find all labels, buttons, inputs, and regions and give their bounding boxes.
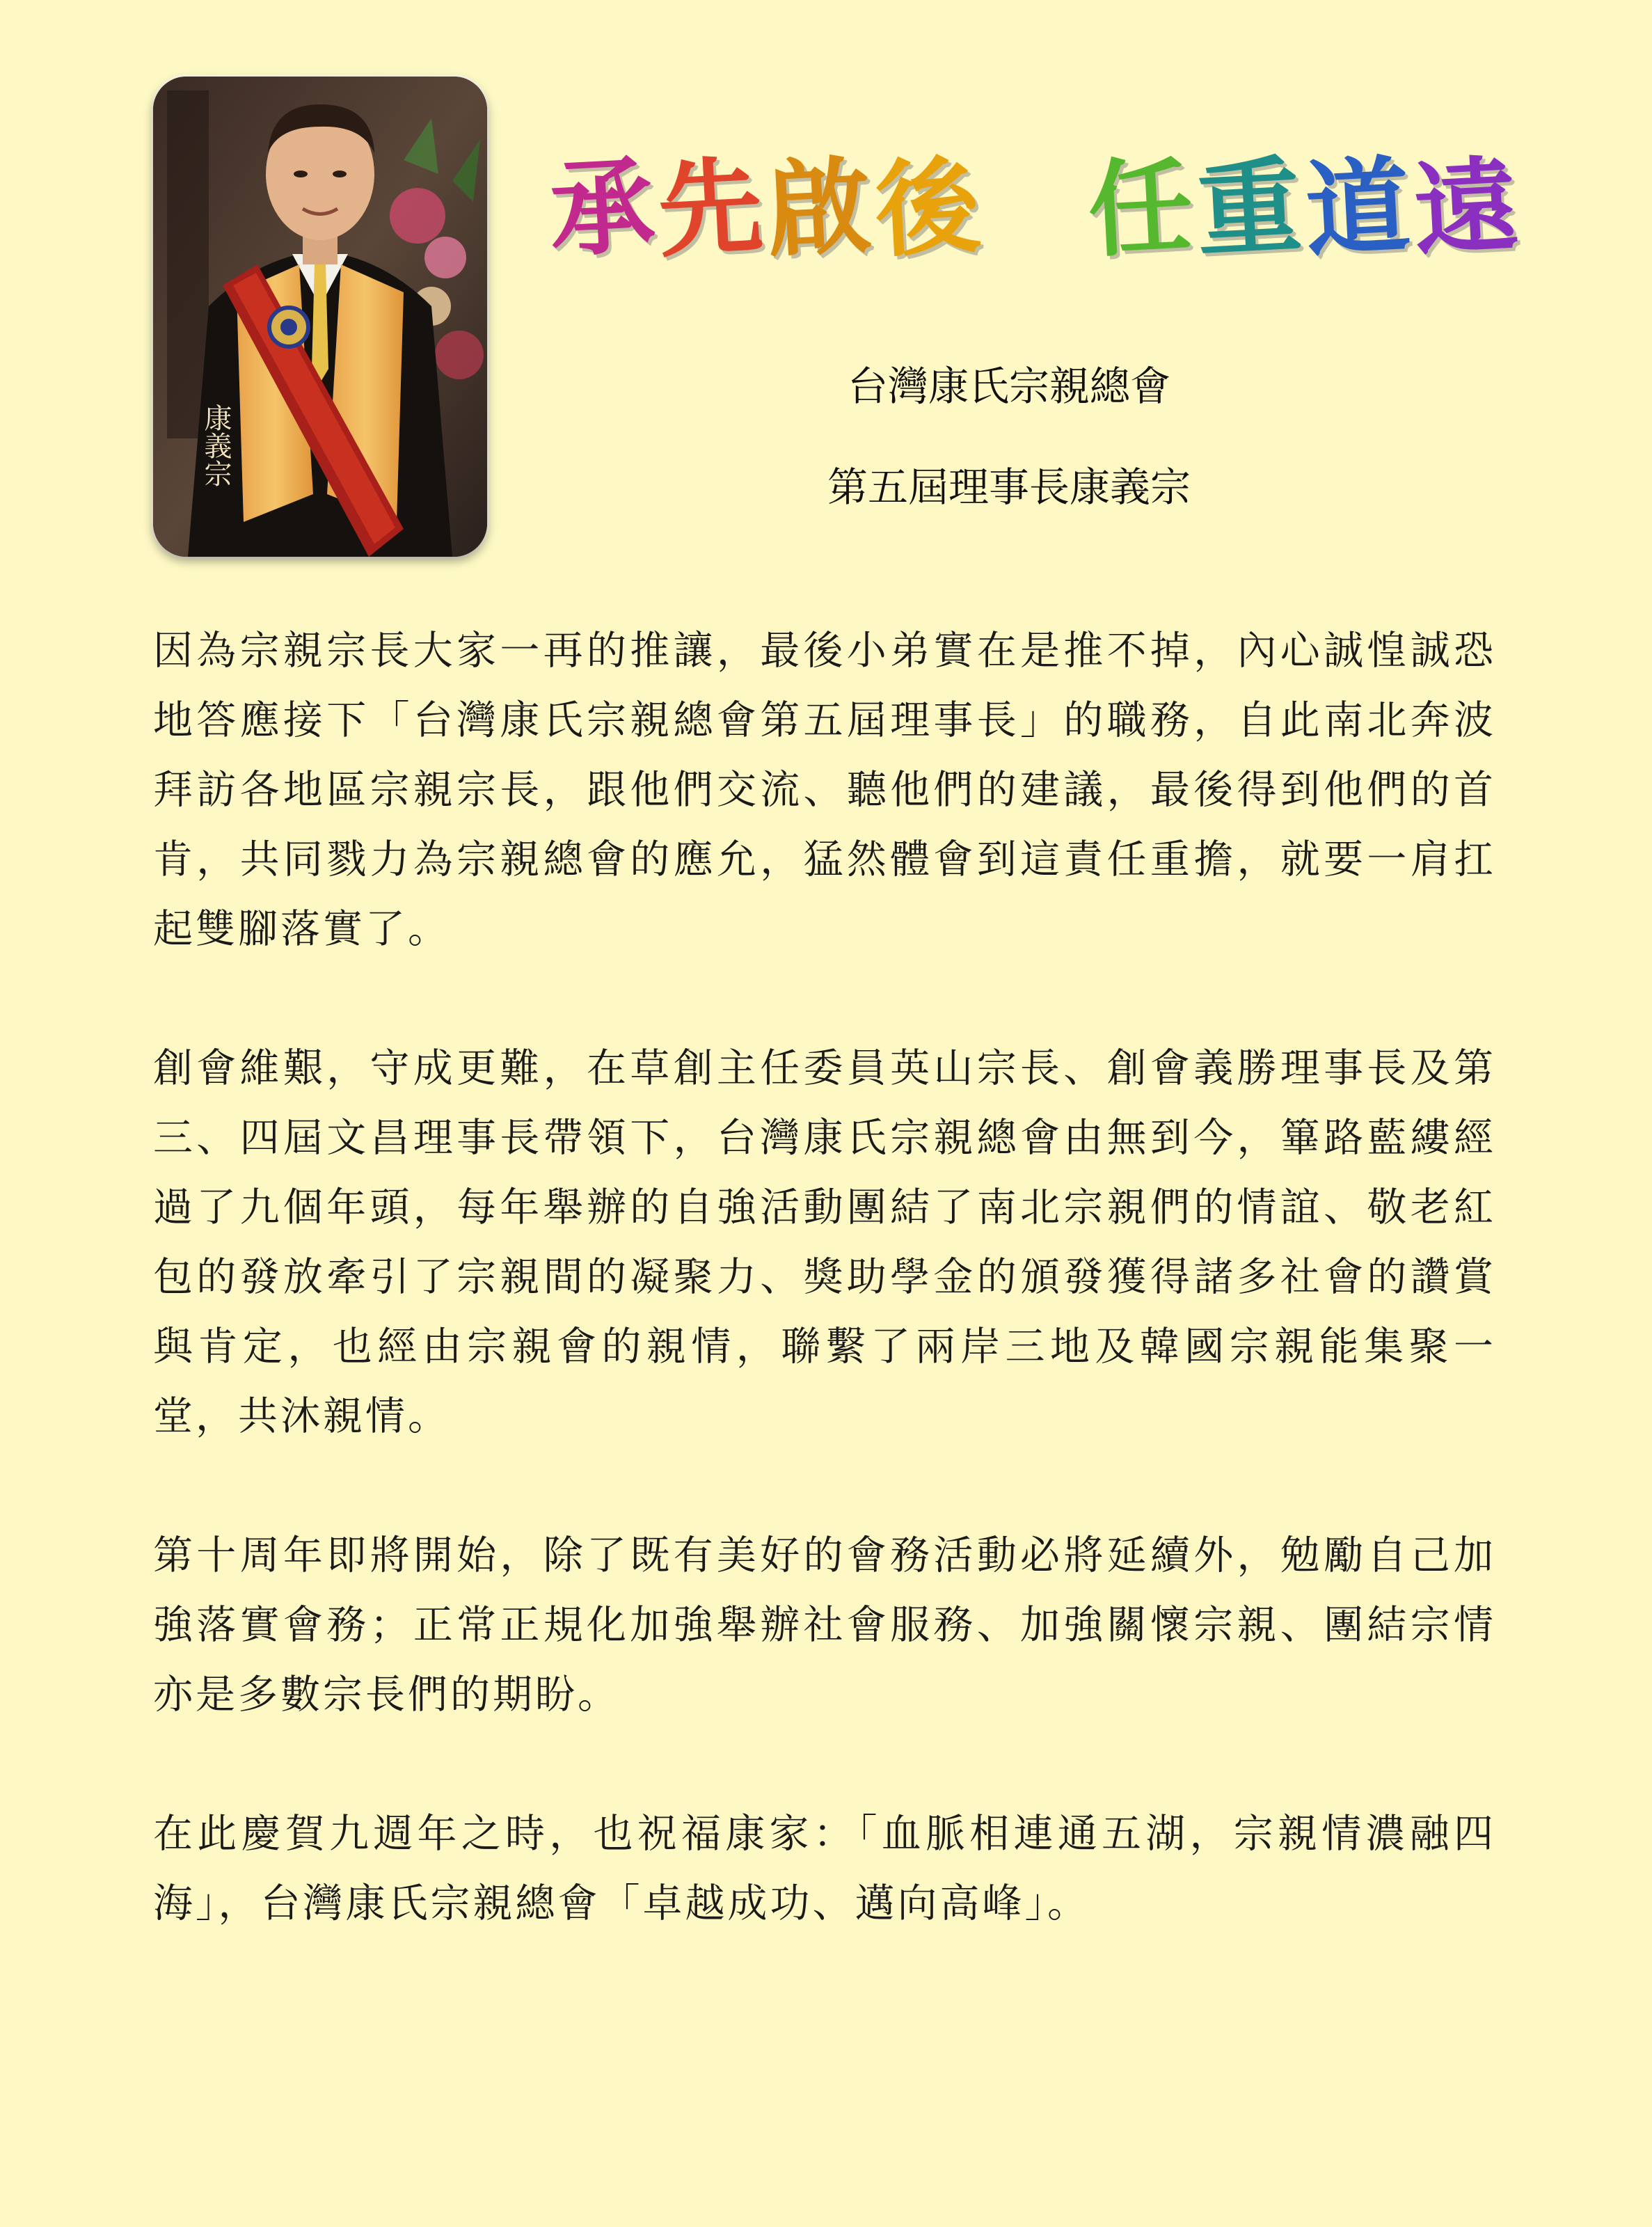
- motto-char: 後: [872, 145, 987, 272]
- motto-char: 先: [655, 145, 770, 272]
- motto-char: 道: [1302, 145, 1417, 272]
- paragraph: 在此慶賀九週年之時，也祝福康家：「血脈相連通五湖，宗親情濃融四海」，台灣康氏宗親總會「卓越成功、邁向高峰」。: [153, 1811, 1496, 1926]
- motto-char: 任: [1085, 145, 1200, 272]
- paragraph: 第十周年即將開始，除了既有美好的會務活動必將延續外，勉勵自己加強落實會務；正常正規化加強舉辦社會服務、加強關懷宗親、團結宗情亦是多數宗長們的期盼。: [153, 1532, 1496, 1718]
- chairman-title: 第五屆理事長康義宗: [827, 463, 1191, 511]
- motto-char: 重: [1193, 145, 1309, 272]
- portrait-illustration: [153, 77, 487, 557]
- motto-char: 遠: [1411, 145, 1526, 272]
- sash-name: 康義宗: [200, 404, 232, 487]
- letter-body: [153, 616, 1496, 2008]
- motto-char: 承: [546, 145, 662, 272]
- organization-name: 台灣康氏宗親總會: [847, 363, 1170, 410]
- motto-char: 啟: [763, 145, 879, 272]
- paragraph: 因為宗親宗長大家一再的推讓，最後小弟實在是推不掉，內心誠惶誠恐地答應接下「台灣康氏宗親總會第五屆理事長」的職務，自此南北奔波拜訪各地區宗親宗長，跟他們交流、聽他們的建議，最後得到他們的首肯，共同戮力為宗親總會的應允，猛然體會到這責任重擔，就要一肩扛起雙腳落實了。: [153, 628, 1496, 952]
- motto-heading: [546, 139, 1526, 278]
- chairman-portrait-photo: [153, 77, 487, 557]
- paragraph: 創會維艱，守成更難，在草創主任委員英山宗長、創會義勝理事長及第三、四屆文昌理事長帶領下，台灣康氏宗親總會由無到今，篳路藍縷經過了九個年頭，每年舉辦的自強活動團結了南北宗親們的情誼、敬老紅包的發放牽引了宗親間的凝聚力、獎助學金的頒發獲得諸多社會的讚賞與肯定，也經由宗親會的親情，聯繫了兩岸三地及韓國宗親能集聚一堂，共沐親情。: [153, 1045, 1496, 1439]
